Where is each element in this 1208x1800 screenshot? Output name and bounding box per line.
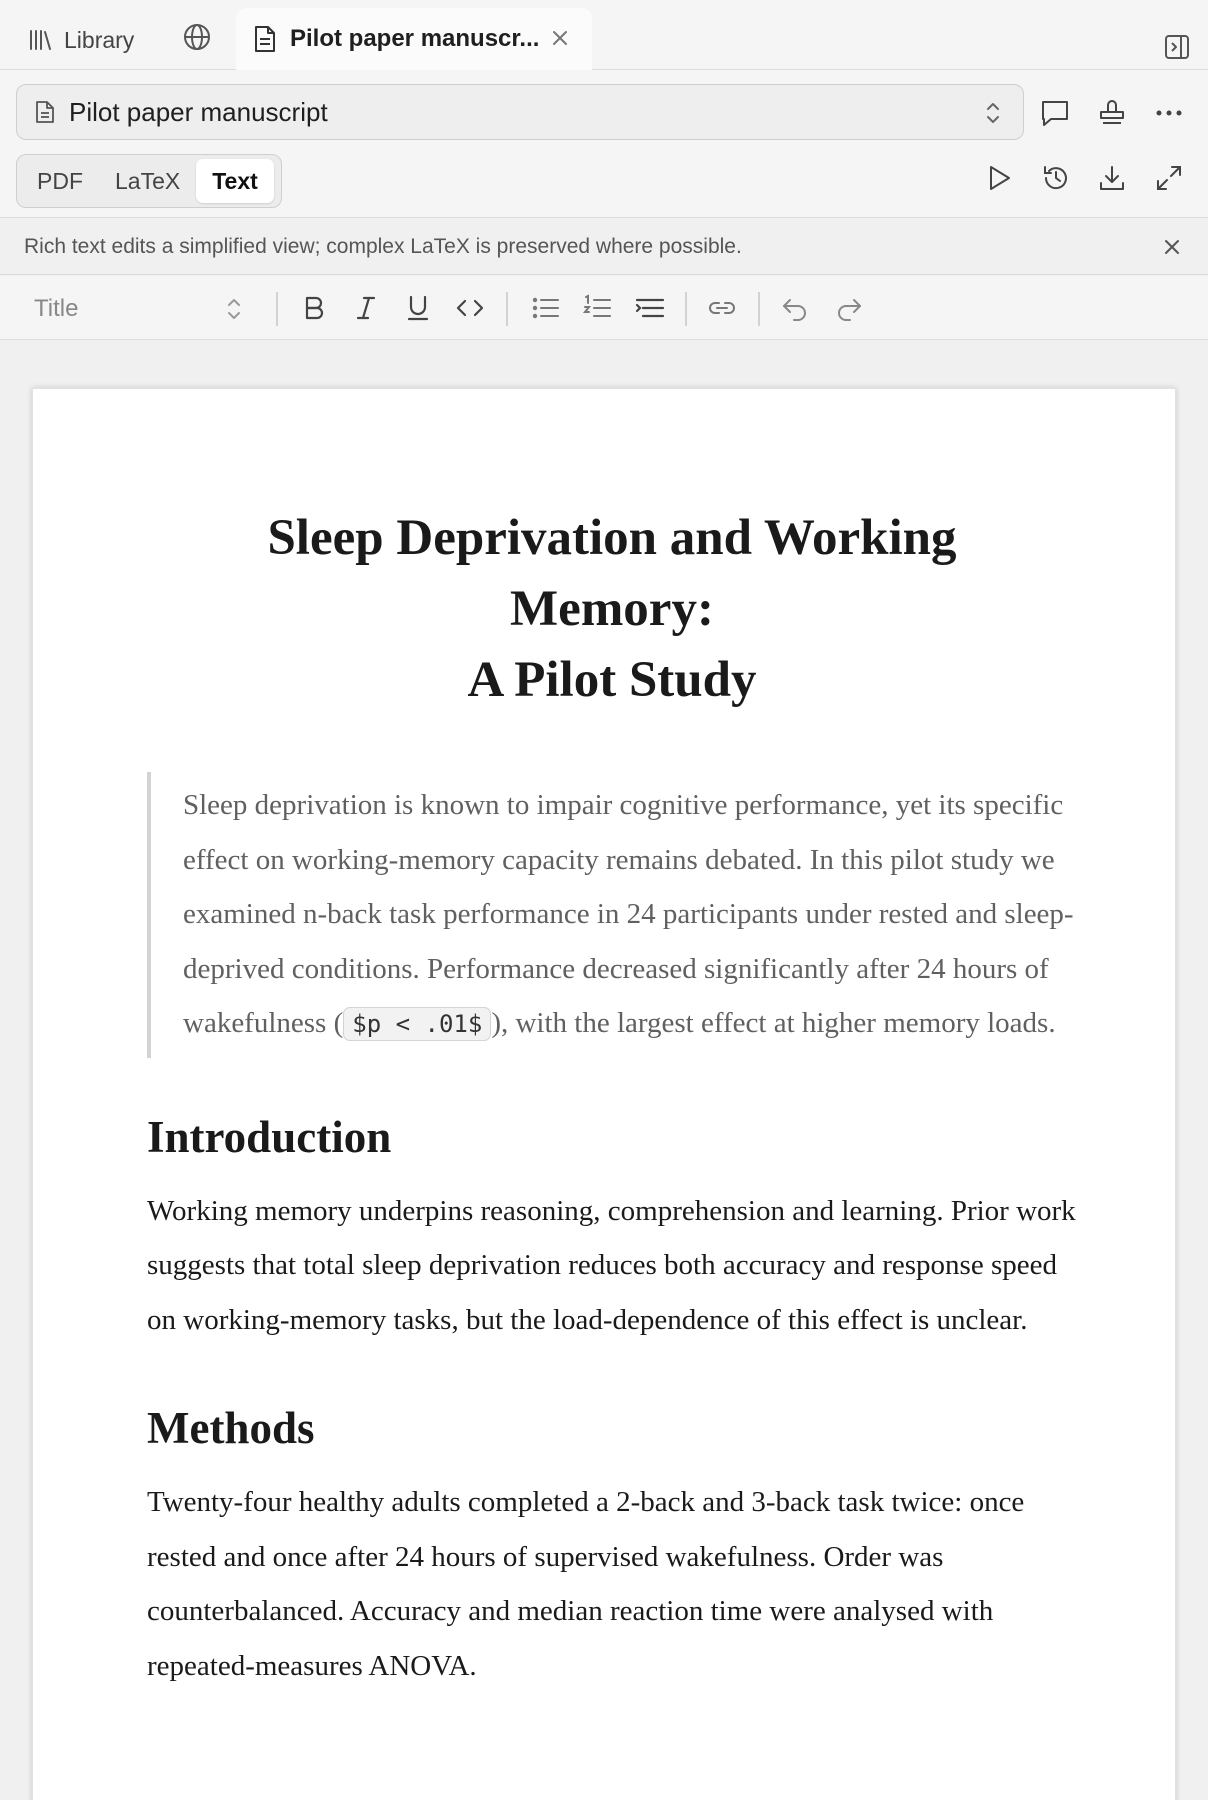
view-mode-pdf[interactable]: PDF xyxy=(37,167,83,194)
more-button[interactable] xyxy=(1154,98,1186,130)
comments-button[interactable] xyxy=(1040,98,1072,130)
panel-toggle-button[interactable] xyxy=(1164,34,1190,60)
document-icon xyxy=(254,25,276,53)
redo-button[interactable] xyxy=(832,292,864,324)
block-style-label: Title xyxy=(34,295,79,322)
comment-icon xyxy=(1040,98,1070,128)
italic-button[interactable] xyxy=(350,292,382,324)
title-line: A Pilot Study xyxy=(467,652,757,708)
section-heading-introduction: Introduction xyxy=(147,1111,392,1162)
more-icon xyxy=(1154,98,1184,128)
play-icon xyxy=(984,163,1014,193)
format-toolbar xyxy=(0,276,1208,340)
bold-button[interactable] xyxy=(298,292,330,324)
document-title xyxy=(147,503,1077,716)
link-icon xyxy=(706,292,738,324)
document-header xyxy=(0,70,1208,218)
italic-icon xyxy=(350,292,382,324)
link-button[interactable] xyxy=(706,292,738,324)
history-icon xyxy=(1041,163,1071,193)
history-button[interactable] xyxy=(1041,163,1073,195)
indent-list-icon xyxy=(634,292,666,324)
redo-icon xyxy=(832,292,864,324)
globe-icon xyxy=(182,22,212,52)
stamp-icon xyxy=(1097,96,1127,128)
abstract-blockquote xyxy=(147,772,1077,1058)
library-icon xyxy=(28,29,52,51)
bullet-list-button[interactable] xyxy=(530,292,562,324)
toolbar-divider xyxy=(685,292,687,326)
tab-web[interactable] xyxy=(182,22,214,54)
tab-bar xyxy=(0,0,1208,70)
close-icon xyxy=(1160,235,1184,259)
close-icon xyxy=(548,26,572,50)
bold-icon xyxy=(298,292,330,324)
inline-code-math: $p < .01$ xyxy=(343,1007,491,1041)
tab-library-label: Library xyxy=(64,26,135,53)
toolbar-divider xyxy=(506,292,508,326)
block-style-select[interactable] xyxy=(34,294,244,324)
document-icon xyxy=(35,100,55,124)
tab-library[interactable] xyxy=(28,20,134,60)
view-mode-text[interactable]: Text xyxy=(196,159,274,203)
underline-icon xyxy=(402,292,434,324)
notice-text: Rich text edits a simplified view; complex LaTeX is preserved where possible. xyxy=(24,234,742,258)
tab-manuscript[interactable] xyxy=(236,8,592,70)
document-selector[interactable] xyxy=(16,84,1024,140)
section-body-introduction: Working memory underpins reasoning, comprehension and learning. Prior work suggests that total sleep deprivation reduces both accuracy and response speed on working-memory tasks, but the load-dependence of this effect is unclear. xyxy=(147,1194,1076,1336)
notice-banner xyxy=(0,219,1208,275)
document-editor[interactable] xyxy=(147,503,1077,1693)
view-mode-latex[interactable]: LaTeX xyxy=(115,167,181,194)
expand-icon xyxy=(1154,163,1184,193)
document-name: Pilot paper manuscript xyxy=(69,96,328,127)
stamp-button[interactable] xyxy=(1097,96,1129,128)
abstract-text: Sleep deprivation is known to impair cognitive performance, yet its specific effect on working-memory capacity remains debated. In this pilot study we examined n-back task performance in 24 participants under rested and sleep-deprived conditions. Performance decreased significantly after 24 hours of wakefulness xyxy=(183,789,1074,1039)
notice-close-button[interactable] xyxy=(1160,235,1184,259)
undo-button[interactable] xyxy=(780,292,812,324)
undo-icon xyxy=(780,292,812,324)
numbered-list-icon xyxy=(582,292,614,324)
title-line: Memory: xyxy=(510,581,714,637)
toolbar-divider xyxy=(276,292,278,326)
download-icon xyxy=(1097,163,1127,193)
toolbar-divider xyxy=(758,292,760,326)
abstract-tail: ), with the largest effect at higher memory loads. xyxy=(491,1007,1056,1039)
tab-close-button[interactable] xyxy=(548,26,572,50)
chevron-updown-icon xyxy=(224,296,244,322)
view-mode-toggle xyxy=(16,154,282,208)
chevron-updown-icon xyxy=(981,99,1005,127)
underline-button[interactable] xyxy=(402,292,434,324)
tab-manuscript-label: Pilot paper manuscr... xyxy=(290,25,540,52)
code-icon xyxy=(454,292,486,324)
title-line: Sleep Deprivation and Working xyxy=(267,510,957,566)
run-button[interactable] xyxy=(984,163,1016,195)
document-page xyxy=(32,388,1176,1800)
abstract-open-paren: ( xyxy=(333,1007,344,1039)
section-heading-methods: Methods xyxy=(147,1403,315,1453)
panel-toggle-icon xyxy=(1164,34,1190,60)
expand-button[interactable] xyxy=(1154,163,1186,195)
numbered-list-button[interactable] xyxy=(582,292,614,324)
code-button[interactable] xyxy=(454,292,486,324)
bullet-list-icon xyxy=(530,292,562,324)
section-body-methods: Twenty-four healthy adults completed a 2-back and 3-back task twice: once rested and once after 24 hours of supervised wakefulness. Order was counterbalanced. Accuracy and median reaction time were analysed with repeated-measures ANOVA. xyxy=(147,1486,1025,1682)
download-button[interactable] xyxy=(1097,163,1129,195)
indent-list-button[interactable] xyxy=(634,292,666,324)
